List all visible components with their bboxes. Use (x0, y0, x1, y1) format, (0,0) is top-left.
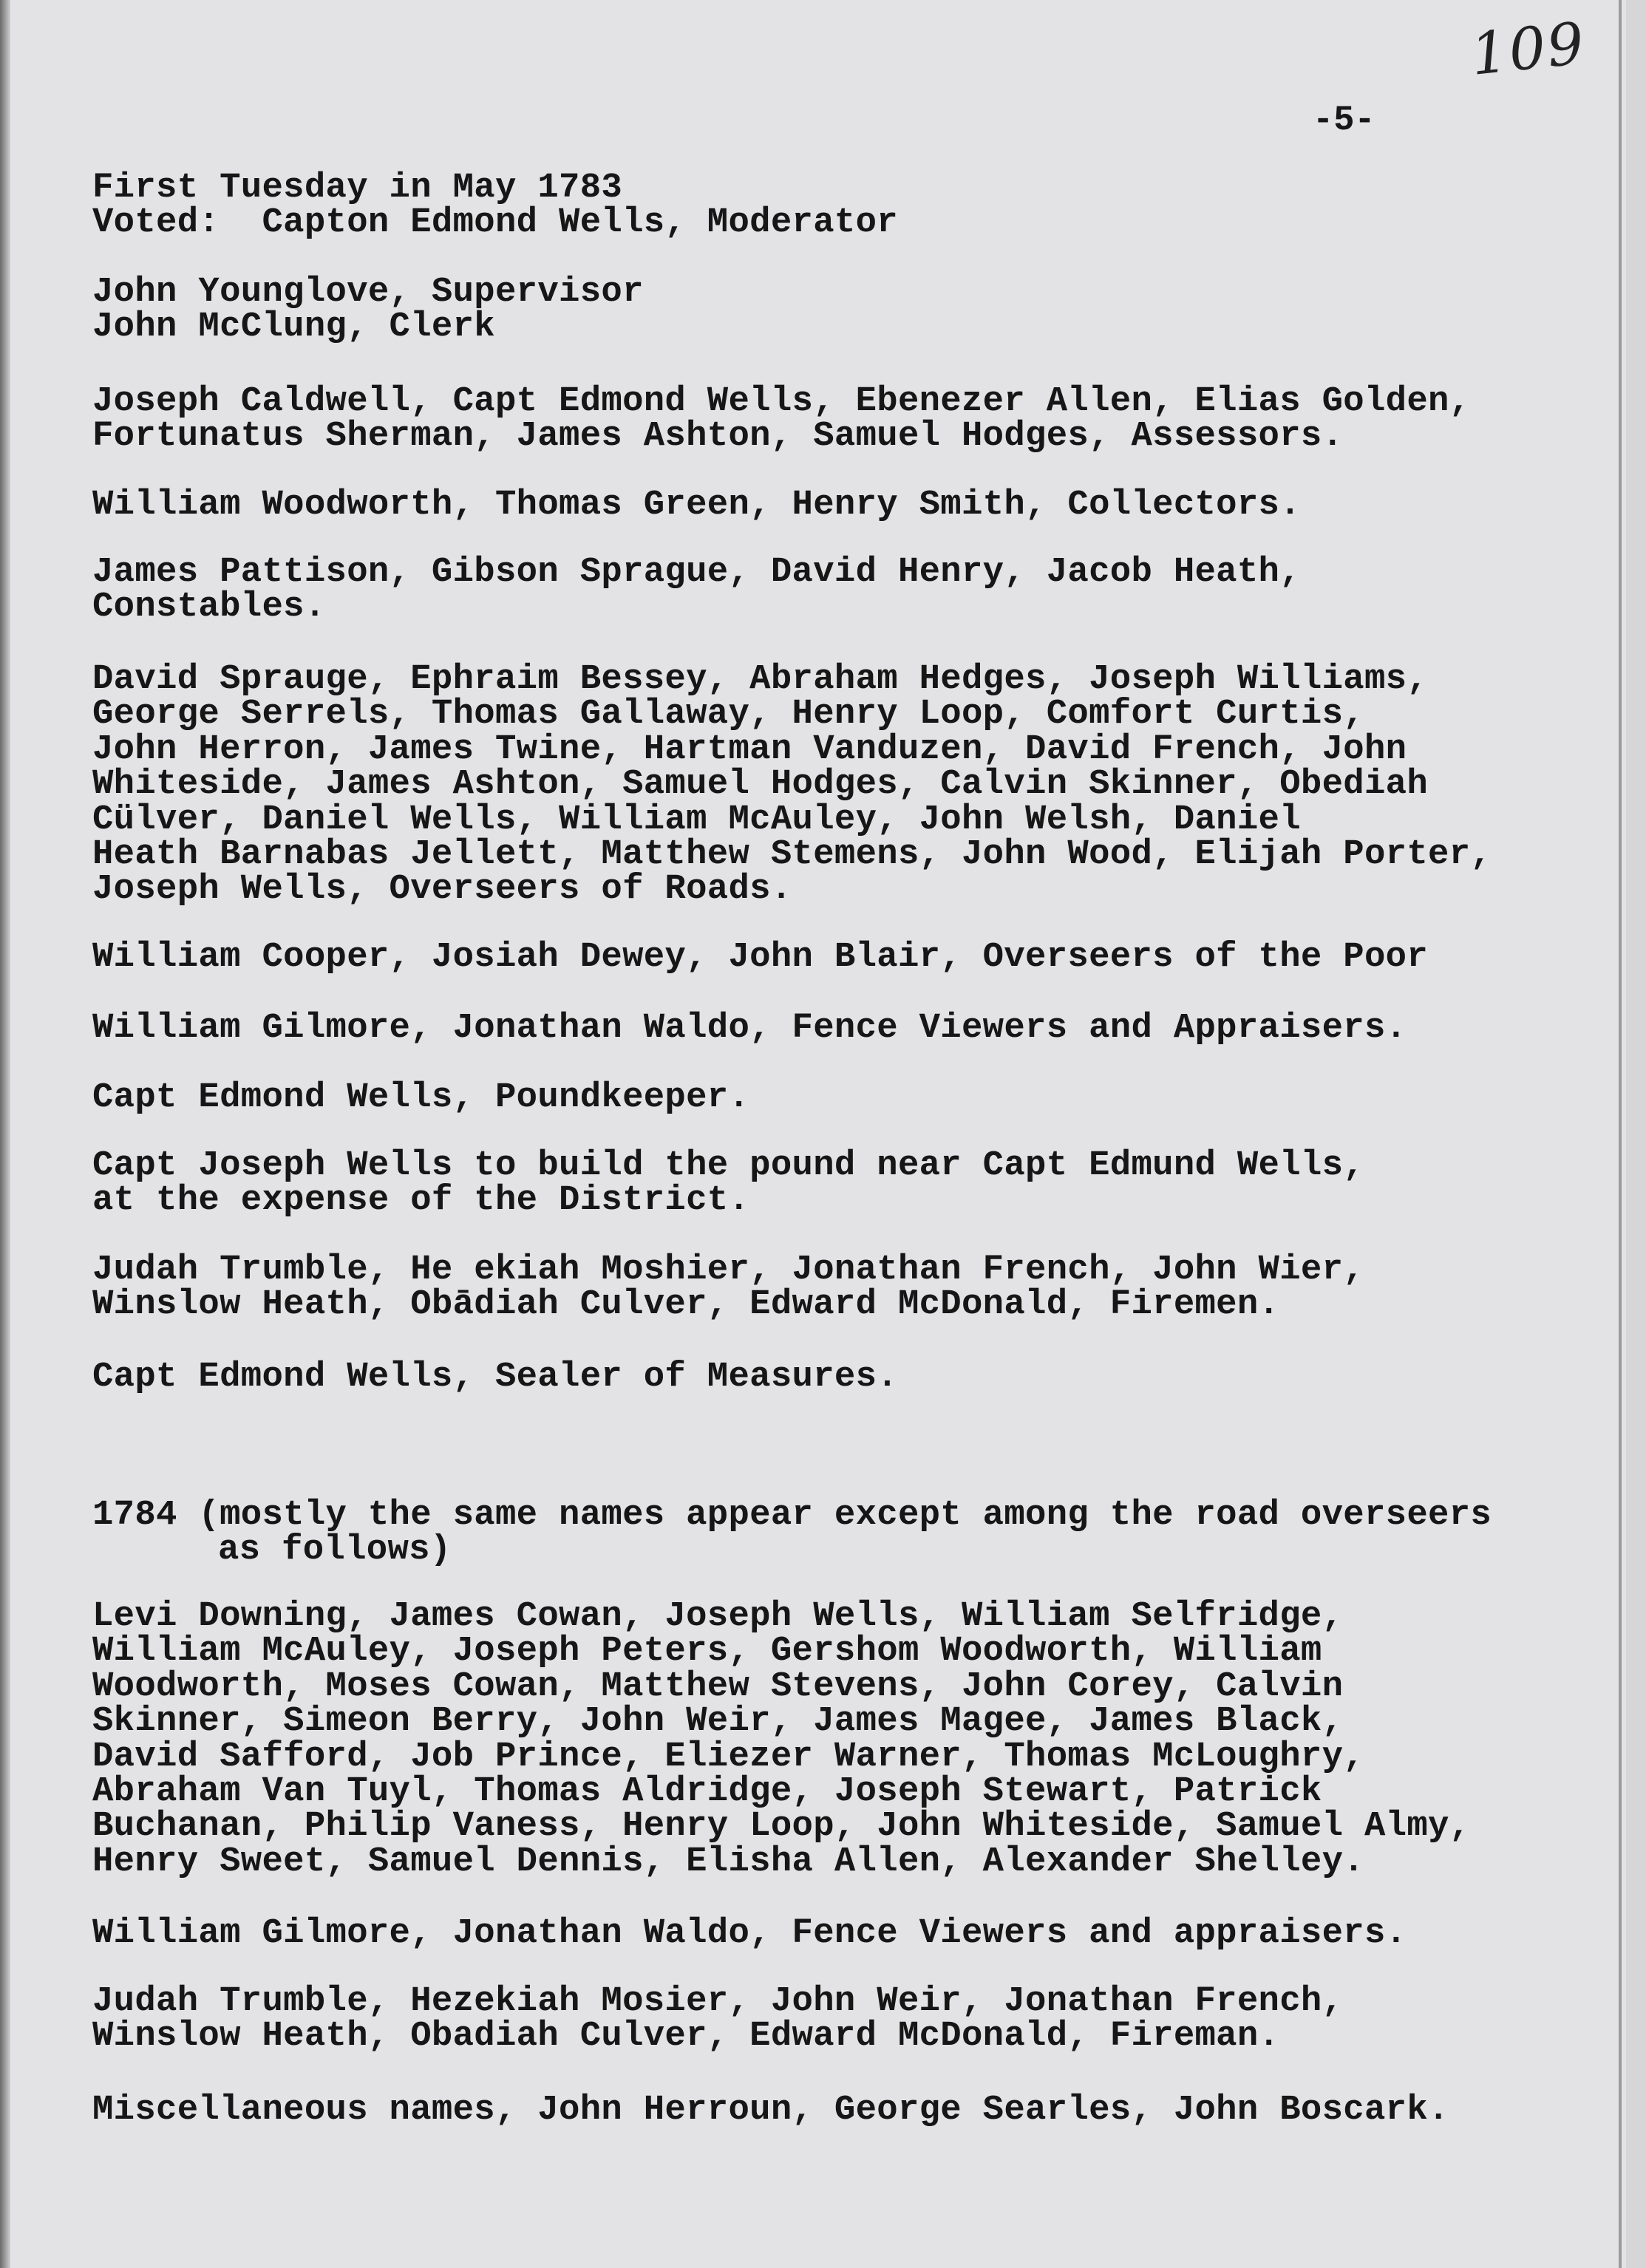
text-line: Levi Downing, James Cowan, Joseph Wells, William Selfridge, (92, 1597, 1344, 1636)
text-line: John Herron, James Twine, Hartman Vanduzen, David French, John (92, 729, 1407, 769)
text-line: Voted: Capton Edmond Wells, Moderator (92, 203, 898, 243)
paragraph (92, 2093, 1449, 2128)
text-line: John Younglove, Supervisor (92, 273, 644, 312)
paragraph (92, 1498, 1492, 1568)
text-line: William Cooper, Josiah Dewey, John Blair, Overseers of the Poor (92, 938, 1429, 977)
paragraph (92, 660, 1492, 910)
text-line: First Tuesday in May 1783 (92, 168, 623, 208)
paragraph (92, 1080, 749, 1115)
text-line: Constables. (92, 588, 326, 627)
page-left-edge (0, 0, 10, 2268)
paragraph (92, 1916, 1407, 1951)
text-line: Miscellaneous names, John Herroun, George Searles, John Boscark. (92, 2091, 1449, 2130)
text-line: William McAuley, Joseph Peters, Gershom Woodworth, William (92, 1632, 1322, 1672)
text-line: Judah Trumble, Hezekiah Mosier, John Weir, Jonathan French, (92, 1982, 1344, 2021)
page-right-edge (1619, 0, 1622, 2268)
paragraph (92, 382, 1471, 457)
text-line: William Gilmore, Jonathan Waldo, Fence Viewers and Appraisers. (92, 1009, 1407, 1048)
text-line: John McClung, Clerk (92, 307, 495, 347)
paragraph (92, 168, 898, 243)
text-line: David Safford, Job Prince, Eliezer Warner, Thomas McLoughry, (92, 1737, 1364, 1777)
text-line: at the expense of the District. (92, 1181, 750, 1221)
text-line: Cülver, Daniel Wells, William McAuley, John Welsh, Daniel (92, 800, 1301, 840)
text-line: Woodworth, Moses Cowan, Matthew Stevens, John Corey, Calvin (92, 1666, 1344, 1706)
text-line: Capt Edmond Wells, Poundkeeper. (92, 1078, 750, 1117)
text-line: Joseph Wells, Overseers of Roads. (92, 870, 792, 910)
text-line: Judah Trumble, He ekiah Moshier, Jonathan French, John Wier, (92, 1250, 1364, 1290)
text-line: Heath Barnabas Jellett, Matthew Stemens, John Wood, Elijah Porter, (92, 835, 1492, 875)
text-line: David Sprauge, Ephraim Bessey, Abraham Hedges, Joseph Williams, (92, 660, 1429, 699)
text-line: Winslow Heath, Obadiah Culver, Edward McDonald, Fireman. (92, 2017, 1280, 2057)
paragraph (92, 275, 644, 345)
text-line: Whiteside, James Ashton, Samuel Hodges, Calvin Skinner, Obediah (92, 765, 1429, 805)
paragraph (92, 1358, 898, 1397)
paragraph (92, 1982, 1344, 2057)
paragraph (92, 1250, 1364, 1325)
text-line: Capt Joseph Wells to build the pound near Capt Edmund Wells, (92, 1146, 1364, 1185)
text-line: George Serrels, Thomas Gallaway, Henry Loop, Comfort Curtis, (92, 695, 1364, 735)
text-line: as follows) (218, 1530, 452, 1570)
text-line: Buchanan, Philip Vaness, Henry Loop, John Whiteside, Samuel Almy, (92, 1807, 1471, 1847)
text-line: Capt Edmond Wells, Sealer of Measures. (92, 1358, 898, 1397)
text-line: 1784 (mostly the same names appear except among the road overseers (92, 1496, 1492, 1535)
paragraph (92, 1011, 1407, 1046)
text-line: Henry Sweet, Samuel Dennis, Elisha Allen, Alexander Shelley. (92, 1842, 1364, 1882)
text-line: James Pattison, Gibson Sprague, David Henry, Jacob Heath, (92, 553, 1301, 592)
page-number: -5- (1313, 101, 1375, 140)
text-line: William Gilmore, Jonathan Waldo, Fence Viewers and appraisers. (92, 1914, 1407, 1953)
paragraph (92, 486, 1301, 525)
handwritten-folio-number: 109 (1467, 10, 1589, 89)
paragraph (92, 555, 1301, 625)
text-line: Abraham Van Tuyl, Thomas Aldridge, Joseph Stewart, Patrick (92, 1772, 1322, 1812)
text-line: Joseph Caldwell, Capt Edmond Wells, Ebenezer Allen, Elias Golden, (92, 382, 1471, 421)
text-line: Fortunatus Sherman, James Ashton, Samuel Hodges, Assessors. (92, 417, 1344, 457)
page-margin (1626, 0, 1646, 2268)
text-line: Skinner, Simeon Berry, John Weir, James Magee, James Black, (92, 1702, 1344, 1742)
paragraph (92, 1148, 1364, 1219)
text-line: William Woodworth, Thomas Green, Henry Smith, Collectors. (92, 486, 1301, 525)
text-line: Winslow Heath, Obādiah Culver, Edward McDonald, Firemen. (92, 1285, 1280, 1325)
paragraph (92, 940, 1428, 975)
paragraph (92, 1597, 1471, 1882)
